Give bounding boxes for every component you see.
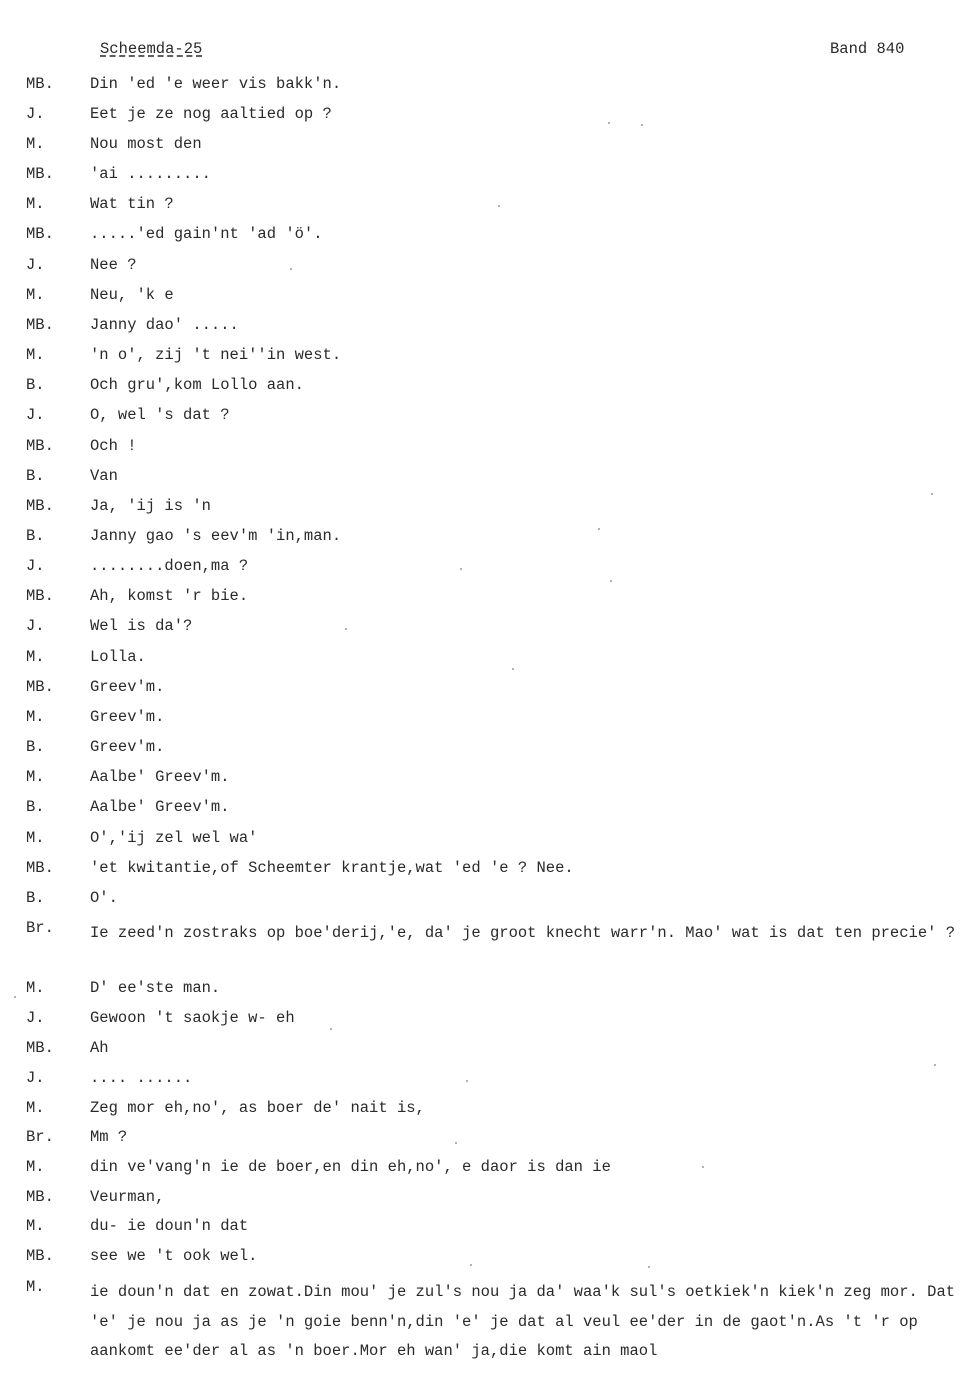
speaker-label: Br. bbox=[26, 1128, 54, 1146]
utterance-text: Zeg mor eh,no', as boer de' nait is, bbox=[90, 1099, 425, 1117]
speaker-label: M. bbox=[26, 1217, 45, 1235]
utterance-text: Greev'm. bbox=[90, 678, 165, 696]
utterance-text: Van bbox=[90, 467, 118, 485]
utterance-text: .... ...... bbox=[90, 1069, 193, 1087]
utterance-text: Aalbe' Greev'm. bbox=[90, 798, 230, 816]
utterance-text: Eet je ze nog aaltied op ? bbox=[90, 105, 332, 123]
speaker-label: MB. bbox=[26, 1188, 54, 1206]
scan-speck bbox=[648, 1266, 650, 1268]
utterance-text: D' ee'ste man. bbox=[90, 979, 221, 997]
speaker-label: M. bbox=[26, 768, 45, 786]
utterance-text: .....'ed gain'nt 'ad 'ö'. bbox=[90, 225, 323, 243]
speaker-label: MB. bbox=[26, 165, 54, 183]
utterance-text: Lolla. bbox=[90, 648, 146, 666]
utterance-text: see we 't ook wel. bbox=[90, 1247, 258, 1265]
speaker-label: M. bbox=[26, 135, 45, 153]
speaker-label: M. bbox=[26, 286, 45, 304]
speaker-label: M. bbox=[26, 1278, 45, 1296]
scan-speck bbox=[290, 268, 292, 270]
scan-speck bbox=[512, 668, 514, 670]
speaker-label: M. bbox=[26, 829, 45, 847]
speaker-label: B. bbox=[26, 467, 45, 485]
utterance-text: O, wel 's dat ? bbox=[90, 406, 230, 424]
speaker-label: MB. bbox=[26, 75, 54, 93]
utterance-text: Och ! bbox=[90, 437, 137, 455]
scan-speck bbox=[330, 1028, 332, 1030]
speaker-label: J. bbox=[26, 256, 45, 274]
scan-speck bbox=[610, 580, 612, 582]
speaker-label: M. bbox=[26, 195, 45, 213]
utterance-text: Greev'm. bbox=[90, 738, 165, 756]
utterance-text: Greev'm. bbox=[90, 708, 165, 726]
speaker-label: J. bbox=[26, 1009, 45, 1027]
utterance-text: Veurman, bbox=[90, 1188, 165, 1206]
speaker-label: M. bbox=[26, 979, 45, 997]
utterance-text: Gewoon 't saokje w- eh bbox=[90, 1009, 295, 1027]
speaker-label: M. bbox=[26, 1099, 45, 1117]
scan-speck bbox=[934, 1064, 936, 1066]
speaker-label: B. bbox=[26, 738, 45, 756]
speaker-label: MB. bbox=[26, 497, 54, 515]
speaker-label: M. bbox=[26, 708, 45, 726]
scan-speck bbox=[702, 1166, 704, 1168]
utterance-text: din ve'vang'n ie de boer,en din eh,no', e daor is dan ie bbox=[90, 1158, 611, 1176]
utterance-text: Ja, 'ij is 'n bbox=[90, 497, 211, 515]
utterance-text: Nou most den bbox=[90, 135, 202, 153]
speaker-label: M. bbox=[26, 1158, 45, 1176]
utterance-text: O','ij zel wel wa' bbox=[90, 829, 258, 847]
utterance-text: Nee ? bbox=[90, 256, 137, 274]
speaker-label: B. bbox=[26, 889, 45, 907]
utterance-text: 'et kwitantie,of Scheemter krantje,wat 'ed 'e ? Nee. bbox=[90, 859, 574, 877]
utterance-text: Mm ? bbox=[90, 1128, 128, 1146]
speaker-label: J. bbox=[26, 105, 45, 123]
utterance-text: Ah bbox=[90, 1039, 109, 1057]
utterance-text: du- ie doun'n dat bbox=[90, 1217, 249, 1235]
utterance-text: Wel is da'? bbox=[90, 617, 193, 635]
scan-speck bbox=[641, 124, 643, 126]
utterance-text: 'ai ......... bbox=[90, 165, 211, 183]
speaker-label: MB. bbox=[26, 225, 54, 243]
band-number: Band 840 bbox=[830, 40, 905, 58]
utterance-text: 'n o', zij 't nei''in west. bbox=[90, 346, 342, 364]
speaker-label: B. bbox=[26, 527, 45, 545]
utterance-text: Ie zeed'n zostraks op boe'derij,'e, da' je groot knecht warr'n. Mao' wat is dat ten precie' ? bbox=[90, 924, 956, 942]
utterance-text: Din 'ed 'e weer vis bakk'n. bbox=[90, 75, 342, 93]
speaker-label: J. bbox=[26, 557, 45, 575]
speaker-label: B. bbox=[26, 798, 45, 816]
speaker-label: MB. bbox=[26, 1247, 54, 1265]
scan-speck bbox=[466, 1080, 468, 1082]
scan-speck bbox=[455, 1142, 457, 1144]
utterance-text: Aalbe' Greev'm. bbox=[90, 768, 230, 786]
speaker-label: MB. bbox=[26, 859, 54, 877]
speaker-label: J. bbox=[26, 617, 45, 635]
speaker-label: M. bbox=[26, 346, 45, 364]
utterance-text: Och gru',kom Lollo aan. bbox=[90, 376, 304, 394]
speaker-label: MB. bbox=[26, 437, 54, 455]
utterance-text: Wat tin ? bbox=[90, 195, 174, 213]
scan-speck bbox=[498, 205, 500, 207]
scan-speck bbox=[14, 996, 16, 998]
utterance-text: Janny dao' ..... bbox=[90, 316, 239, 334]
speaker-label: J. bbox=[26, 406, 45, 424]
speaker-label: MB. bbox=[26, 678, 54, 696]
speaker-label: J. bbox=[26, 1069, 45, 1087]
utterance-text: Janny gao 's eev'm 'in,man. bbox=[90, 527, 342, 545]
scan-speck bbox=[931, 493, 933, 495]
scan-speck bbox=[598, 528, 600, 530]
utterance-text: O'. bbox=[90, 889, 118, 907]
speaker-label: B. bbox=[26, 376, 45, 394]
utterance-text: ie doun'n dat en zowat.Din mou' je zul's nou ja da' waa'k sul's oetkiek'n kiek'n zeg mor. Dat 'e' je nou ja as je 'n goie benn'n,din 'e' je dat al veul ee'der in de gaot'n.As 't 'r op aankomt ee'der al as 'n boer.Mor eh wan' ja,die komt ain maol bbox=[90, 1283, 956, 1360]
speaker-label: MB. bbox=[26, 316, 54, 334]
scan-speck bbox=[608, 122, 610, 124]
speaker-label: M. bbox=[26, 648, 45, 666]
speaker-label: MB. bbox=[26, 587, 54, 605]
utterance-text: ........doen,ma ? bbox=[90, 557, 249, 575]
speaker-label: Br. bbox=[26, 919, 54, 937]
scan-speck bbox=[470, 1264, 472, 1266]
utterance-text: Neu, 'k e bbox=[90, 286, 174, 304]
speaker-label: MB. bbox=[26, 1039, 54, 1057]
scan-speck bbox=[345, 628, 347, 630]
utterance-text: Ah, komst 'r bie. bbox=[90, 587, 249, 605]
scan-speck bbox=[460, 568, 462, 570]
document-title: Scheemda-25 bbox=[100, 40, 203, 58]
